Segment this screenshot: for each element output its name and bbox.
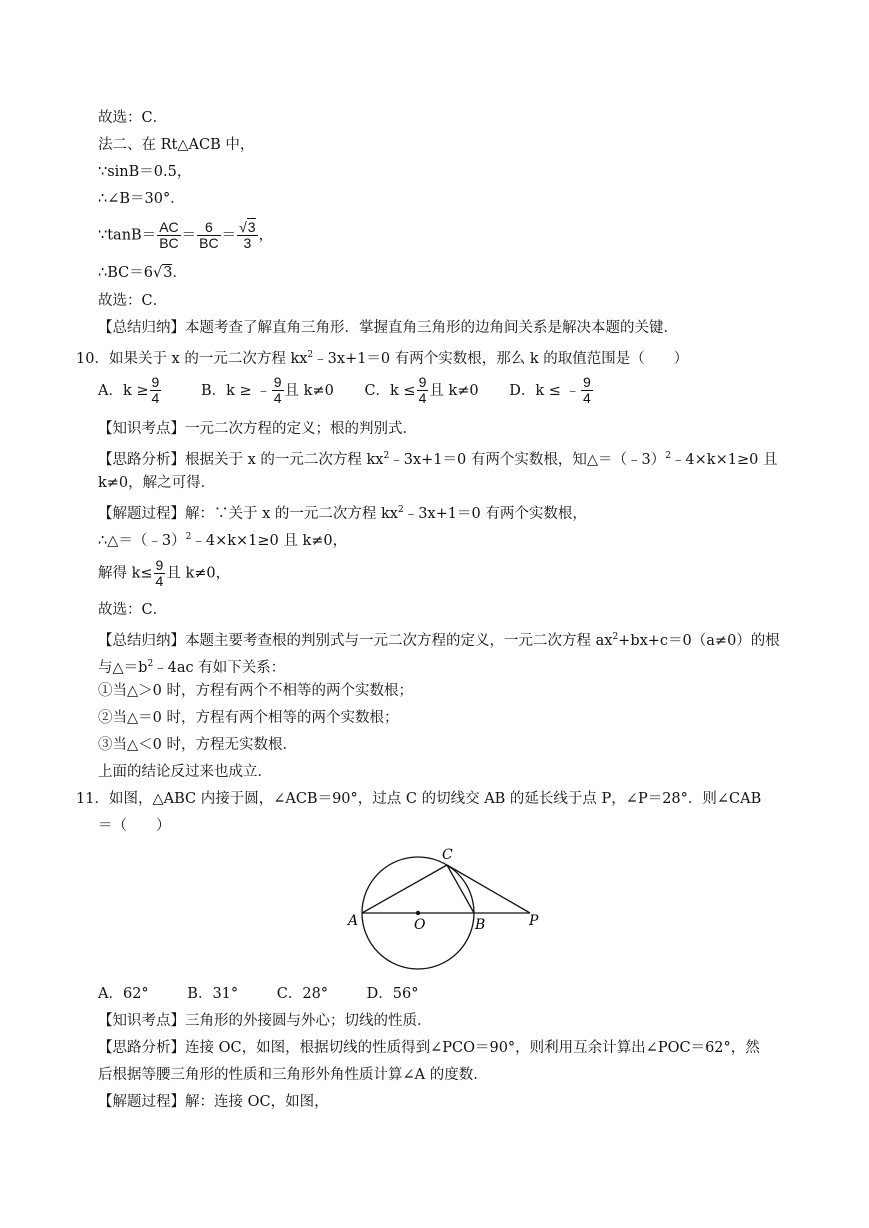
option-b: B．k ≥ ﹣ $\frac{9}{4}$ 且 k≠0: [200, 374, 334, 406]
text-line: 法二、在 Rt△ACB 中，: [98, 137, 255, 153]
text-line: 故选：C．: [98, 110, 168, 126]
summary-line: 与$\triangle=b^2﹣4ac$ 有如下关系：: [98, 659, 286, 676]
tangent-cp: [447, 865, 530, 913]
circle-tangent-figure: [340, 846, 550, 974]
chord-ac: [362, 865, 447, 913]
analysis-line: k≠0，解之可得．: [98, 475, 216, 491]
option-a: A．k ≥ $\frac{9}{4}$: [98, 374, 160, 406]
option-d: D．56°: [366, 986, 419, 1002]
option-c: C．28°: [276, 986, 329, 1002]
label-o: O: [414, 917, 426, 933]
option-a: A．62°: [98, 986, 149, 1002]
question-11-stem: 11．如图，△ABC 内接于圆，∠ACB＝90°，过点 C 的切线交 AB 的延长线于点 P，∠P＝28°．则∠CAB: [76, 791, 762, 807]
text-line: ∵sinB＝0.5，: [98, 164, 192, 180]
label-p: P: [529, 913, 539, 929]
summary-line: 【总结归纳】本题考查了解直角三角形．掌握直角三角形的边角间关系是解决本题的关键．: [98, 320, 678, 336]
bc-result: ∴BC＝6√3．: [98, 265, 187, 281]
text-line: 故选：C．: [98, 602, 168, 618]
analysis-line: 【思路分析】根据关于 x 的一元二次方程 $kx^2﹣3x+1=0$ 有两个实数根，知△＝（﹣3）$^2$﹣4×k×1≥0 且: [98, 451, 778, 468]
knowledge-point: 【知识考点】一元二次方程的定义；根的判别式．: [98, 421, 417, 437]
center-dot: [416, 911, 420, 915]
label-b: B: [475, 917, 486, 933]
label-c: C: [442, 847, 453, 863]
summary-line: 【总结归纳】本题主要考查根的判别式与一元二次方程的定义，一元二次方程 $ax^2+bx+c=0(a\ne 0)$的根: [98, 632, 780, 649]
label-a: A: [348, 913, 359, 929]
solution-line: 解得 k≤ $\frac{9}{4}$ 且 k≠0，: [98, 557, 231, 589]
analysis-line: 后根据等腰三角形的性质和三角形外角性质计算∠A 的度数．: [98, 1067, 488, 1083]
solution-line: ∴△＝（﹣3）$^2$﹣4×k×1≥0 且 k≠0，: [98, 532, 348, 549]
text-line: 故选：C．: [98, 293, 168, 309]
question-11-options: [98, 984, 419, 1004]
option-b: B．31°: [187, 986, 239, 1002]
option-c: C．k ≤ $\frac{9}{4}$ 且 k≠0: [364, 374, 479, 406]
fraction: $\frac{AC}{BC}$: [159, 219, 179, 251]
summary-line: ③当△＜0 时，方程无实数根．: [98, 737, 297, 753]
summary-line: 上面的结论反过来也成立．: [98, 764, 272, 780]
solution-line: 【解题过程】解：∵关于 x 的一元二次方程 $kx^2﹣3x+1=0$ 有两个实数根，: [98, 505, 587, 522]
question-10-stem: 10．如果关于 x 的一元二次方程 $kx^2﹣3x+1=0$ 有两个实数根，那么 k 的取值范围是（ ）: [76, 350, 689, 367]
fraction: $\frac{√3}{3}$: [239, 219, 256, 251]
summary-line: ①当△＞0 时，方程有两个不相等的两个实数根；: [98, 683, 413, 699]
tan-equation: ∵tanB＝ $\frac{AC}{BC}$ ＝ $\frac{6}{BC}$ ＝ $\frac{√3}{3}$ ，: [98, 219, 274, 251]
question-10-options: [98, 375, 594, 406]
option-d: D．k ≤ ﹣ $\frac{9}{4}$: [509, 374, 591, 406]
knowledge-point: 【知识考点】三角形的外接圆与外心；切线的性质．: [98, 1013, 432, 1029]
solution-line: 【解题过程】解：连接 OC，如图，: [98, 1094, 329, 1110]
summary-line: ②当△＝0 时，方程有两个相等的两个实数根；: [98, 710, 399, 726]
text-line: ∴∠B＝30°．: [98, 191, 185, 207]
question-11-stem: ＝（ ）: [98, 818, 171, 834]
fraction: $\frac{6}{BC}$: [199, 219, 219, 251]
analysis-line: 【思路分析】连接 OC，如图，根据切线的性质得到∠PCO＝90°，则利用互余计算出∠POC＝62°，然: [98, 1040, 760, 1056]
